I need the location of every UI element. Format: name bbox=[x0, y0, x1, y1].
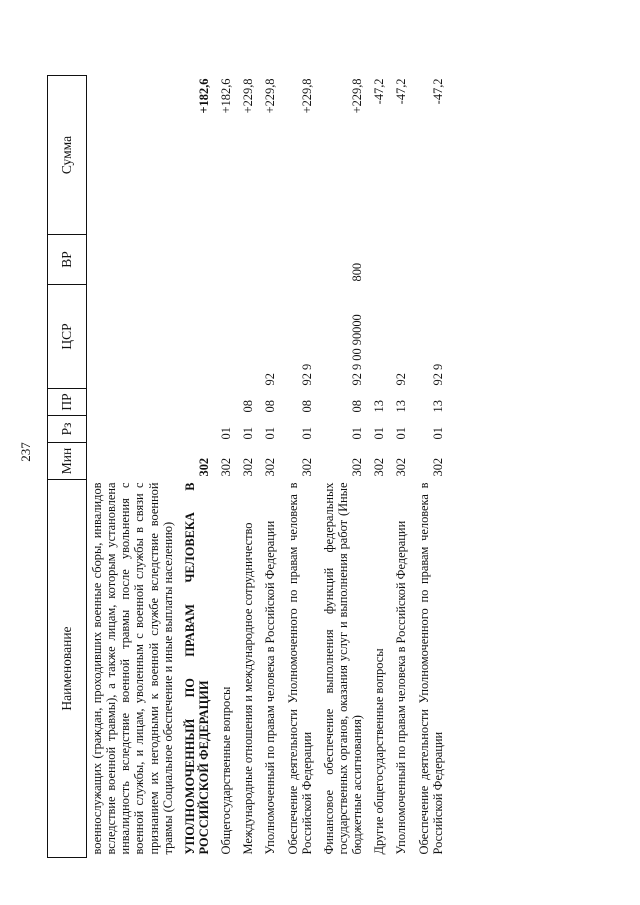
cell-name: Уполномоченный по правам человека в Российской Федерации bbox=[263, 520, 278, 855]
cell-min: 302 bbox=[394, 457, 409, 477]
header-sum: Сумма bbox=[48, 76, 87, 235]
cell-pr bbox=[216, 389, 238, 416]
table-header-row bbox=[48, 76, 87, 858]
cell-rz: 01 bbox=[219, 427, 234, 440]
cell-vr bbox=[283, 235, 319, 285]
cell-rz: 01 bbox=[263, 427, 278, 440]
cell-sum: +229,8 bbox=[263, 78, 278, 114]
header-name: Наименование bbox=[48, 480, 87, 858]
table-row bbox=[87, 76, 180, 858]
cell-vr bbox=[238, 235, 260, 285]
cell-min: 302 bbox=[263, 457, 278, 477]
table-row bbox=[369, 76, 391, 858]
header-csr: ЦСР bbox=[48, 285, 87, 389]
cell-min: 302 bbox=[241, 457, 256, 477]
cell-name: Финансовое обеспечение выполнения функций федеральных государственных органов, оказания услуг и выполнения работ (Иные бюджетные ассигнования) bbox=[321, 482, 365, 855]
table-row bbox=[180, 76, 216, 858]
cell-rz bbox=[87, 416, 180, 443]
budget-table-container bbox=[47, 76, 608, 858]
table-row bbox=[216, 76, 238, 858]
cell-csr: 92 9 00 90000 bbox=[350, 314, 365, 386]
table-row bbox=[283, 76, 319, 858]
cell-rz: 01 bbox=[299, 427, 314, 440]
cell-vr bbox=[391, 235, 413, 285]
budget-table bbox=[47, 75, 450, 858]
table-row bbox=[238, 76, 260, 858]
cell-name: Другие общегосударственные вопросы bbox=[372, 648, 387, 855]
page-number bbox=[15, 441, 37, 463]
page-number-text: 237 bbox=[18, 442, 33, 462]
cell-pr: 08 bbox=[299, 400, 314, 413]
cell-vr bbox=[87, 235, 180, 285]
cell-name: УПОЛНОМОЧЕННЫЙ ПО ПРАВАМ ЧЕЛОВЕКА В РОССИЙСКОЙ ФЕДЕРАЦИИ bbox=[182, 482, 211, 855]
cell-name: Обеспечение деятельности Уполномоченного по правам человека в Российской Федерации bbox=[416, 482, 445, 855]
cell-csr bbox=[238, 285, 260, 389]
cell-pr: 13 bbox=[430, 400, 445, 413]
cell-csr bbox=[87, 285, 180, 389]
cell-vr bbox=[260, 235, 282, 285]
cell-vr bbox=[216, 235, 238, 285]
cell-min bbox=[87, 443, 180, 480]
cell-pr: 08 bbox=[350, 400, 365, 413]
cell-name: Обеспечение деятельности Уполномоченного по правам человека в Российской Федерации bbox=[285, 482, 314, 855]
cell-sum: -47,2 bbox=[430, 78, 445, 105]
cell-min: 302 bbox=[196, 457, 211, 477]
cell-rz: 01 bbox=[350, 427, 365, 440]
cell-vr bbox=[369, 235, 391, 285]
header-pr: ПР bbox=[48, 389, 87, 416]
cell-rz bbox=[180, 416, 216, 443]
cell-min: 302 bbox=[372, 457, 387, 477]
cell-csr: 92 bbox=[394, 373, 409, 386]
table-row bbox=[414, 76, 450, 858]
table-row bbox=[319, 76, 369, 858]
cell-name: Общегосударственные вопросы bbox=[219, 686, 234, 855]
cell-csr bbox=[180, 285, 216, 389]
header-rz: Рз bbox=[48, 416, 87, 443]
header-min: Мин bbox=[48, 443, 87, 480]
cell-min: 302 bbox=[430, 457, 445, 477]
table-row bbox=[391, 76, 413, 858]
cell-rz: 01 bbox=[394, 427, 409, 440]
cell-min: 302 bbox=[219, 457, 234, 477]
cell-sum bbox=[87, 76, 180, 235]
table-body bbox=[87, 76, 450, 858]
cell-sum: +229,8 bbox=[241, 78, 256, 114]
cell-vr bbox=[414, 235, 450, 285]
cell-pr bbox=[180, 389, 216, 416]
cell-pr: 13 bbox=[372, 400, 387, 413]
cell-sum: +182,6 bbox=[196, 78, 211, 114]
table-row bbox=[260, 76, 282, 858]
cell-csr bbox=[216, 285, 238, 389]
cell-min: 302 bbox=[350, 457, 365, 477]
cell-sum: +182,6 bbox=[219, 78, 234, 114]
cell-pr: 08 bbox=[241, 400, 256, 413]
cell-name: военнослужащих (граждан, проходивших военные сборы, инвалидов вследствие военной травмы), а также лицам, которым установлена инвалидность вследствие военной травмы после увольнения с военной службы, и лицам, уволенным с военной службы в связи с признанием их негодными к военной службе вследствие военной травмы (Социальное обеспечение и иные выплаты населению) bbox=[90, 482, 175, 855]
cell-name: Международные отношения и международное сотрудничество bbox=[241, 522, 256, 855]
cell-sum: +229,8 bbox=[350, 78, 365, 114]
cell-sum: +229,8 bbox=[299, 78, 314, 114]
cell-csr: 92 bbox=[263, 373, 278, 386]
cell-rz: 01 bbox=[372, 427, 387, 440]
cell-csr bbox=[369, 285, 391, 389]
cell-pr: 13 bbox=[394, 400, 409, 413]
cell-rz: 01 bbox=[241, 427, 256, 440]
header-vr: ВР bbox=[48, 235, 87, 285]
cell-min: 302 bbox=[299, 457, 314, 477]
cell-sum: -47,2 bbox=[372, 78, 387, 105]
cell-csr: 92 9 bbox=[430, 363, 445, 386]
cell-name: Уполномоченный по правам человека в Российской Федерации bbox=[394, 520, 409, 855]
cell-vr bbox=[180, 235, 216, 285]
cell-sum: -47,2 bbox=[394, 78, 409, 105]
cell-pr bbox=[87, 389, 180, 416]
cell-csr: 92 9 bbox=[299, 363, 314, 386]
cell-vr: 800 bbox=[350, 262, 365, 282]
cell-pr: 08 bbox=[263, 400, 278, 413]
cell-rz: 01 bbox=[430, 427, 445, 440]
